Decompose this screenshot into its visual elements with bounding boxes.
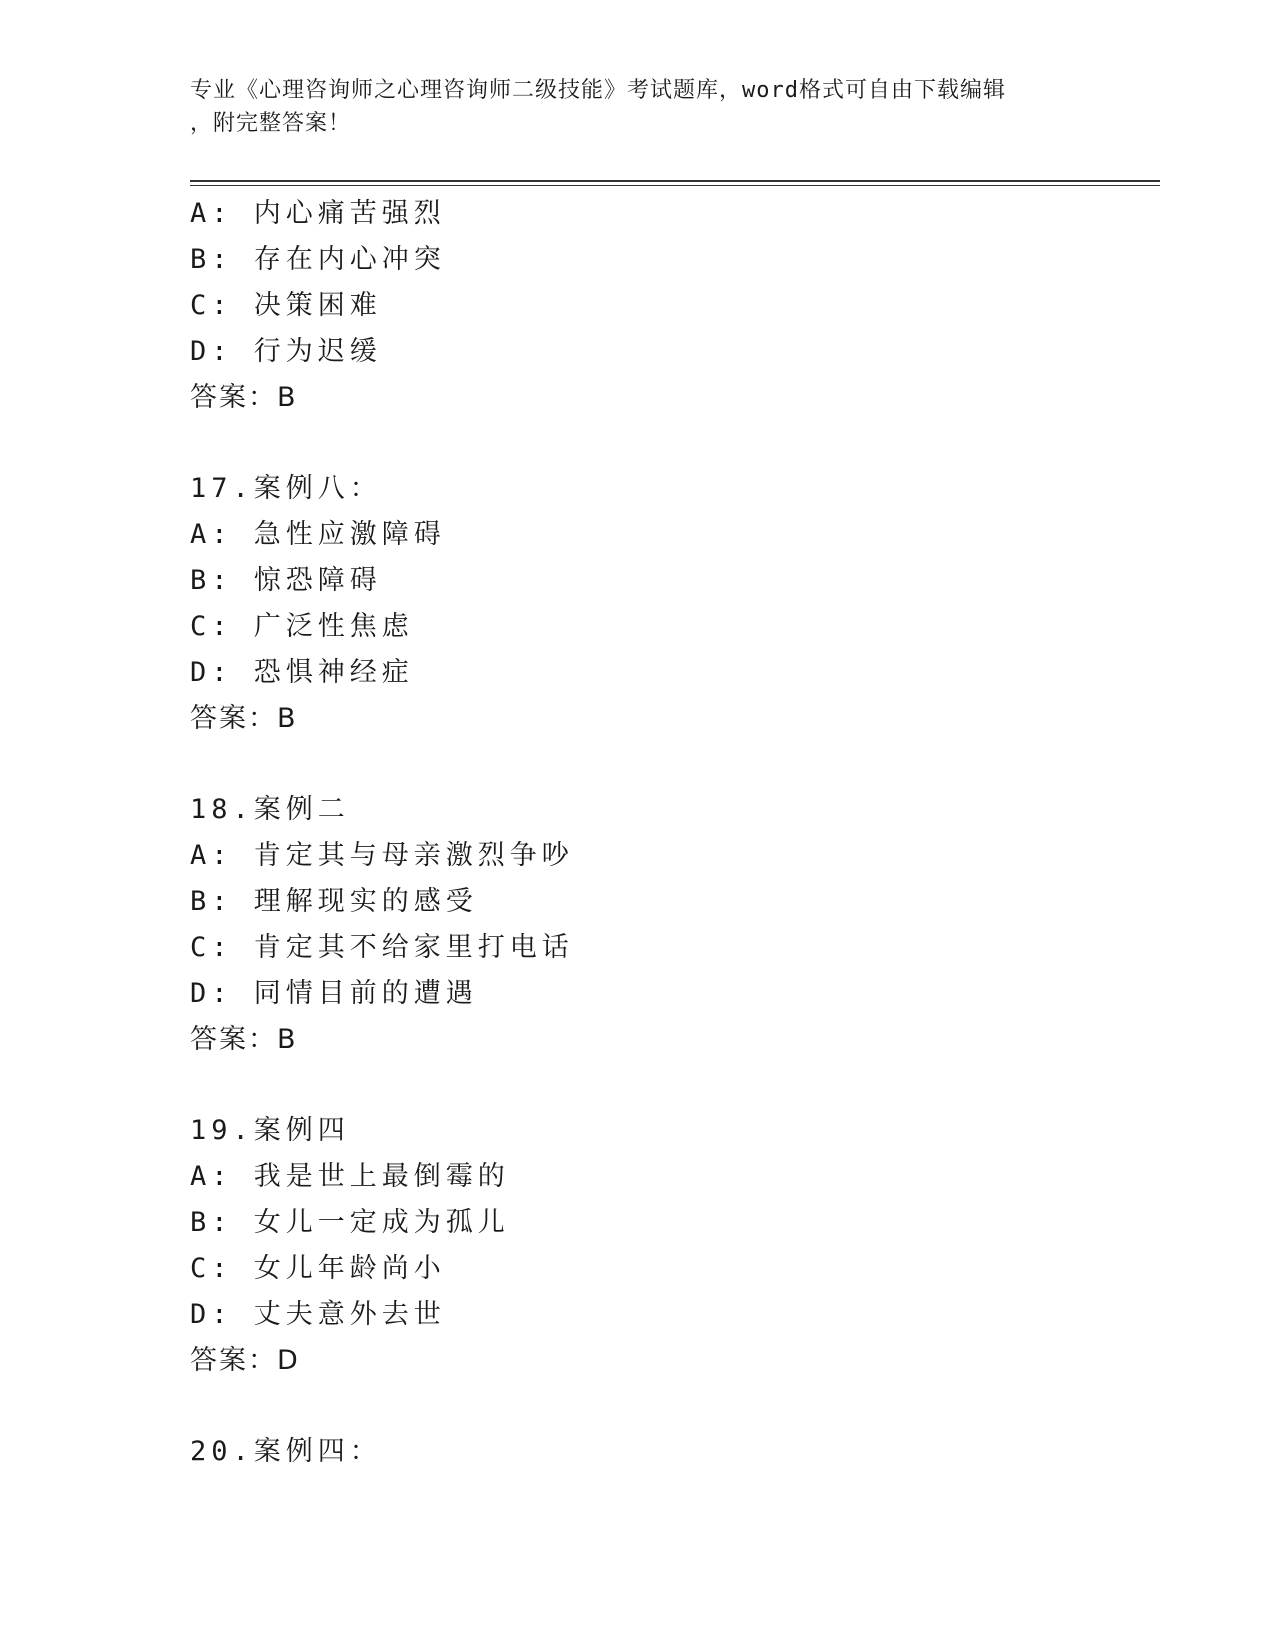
answer-option: A: 我是世上最倒霉的 (190, 1161, 510, 1192)
answer-option: D: 丈夫意外去世 (190, 1299, 446, 1330)
question-title: 18.案例二 (190, 794, 350, 825)
answer-option: C: 决策困难 (190, 290, 382, 321)
answer-option: B: 存在内心冲突 (190, 244, 446, 275)
answer-option: C: 女儿年龄尚小 (190, 1253, 446, 1284)
answer-line: 答案：D (190, 1345, 300, 1376)
answer-option: B: 惊恐障碍 (190, 565, 382, 596)
answer-option: C: 肯定其不给家里打电话 (190, 932, 574, 963)
answer-option: B: 女儿一定成为孤儿 (190, 1207, 510, 1238)
answer-option: A: 肯定其与母亲激烈争吵 (190, 840, 574, 871)
answer-option: D: 同情目前的遭遇 (190, 978, 478, 1009)
question-title: 19.案例四 (190, 1115, 350, 1146)
spacer (190, 1063, 574, 1108)
header-divider-thin (190, 185, 1160, 186)
answer-option: B: 理解现实的感受 (190, 886, 478, 917)
answer-option: D: 恐惧神经症 (190, 657, 414, 688)
answer-option: C: 广泛性焦虑 (190, 611, 414, 642)
answer-line: 答案：B (190, 1024, 298, 1055)
spacer (190, 1384, 574, 1429)
answer-option: A: 急性应激障碍 (190, 519, 446, 550)
header-divider-thick (190, 180, 1160, 182)
header-line-2: ，附完整答案！ (190, 111, 352, 136)
question-title: 20.案例四： (190, 1436, 382, 1467)
header-line-1: 专业《心理咨询师之心理咨询师二级技能》考试题库，word格式可自由下载编辑 (190, 78, 1006, 103)
spacer (190, 421, 574, 466)
question-title: 17.案例八： (190, 473, 382, 504)
spacer (190, 742, 574, 787)
document-header (190, 74, 1090, 140)
answer-option: A: 内心痛苦强烈 (190, 198, 446, 229)
answer-option: D: 行为迟缓 (190, 336, 382, 367)
answer-line: 答案：B (190, 703, 298, 734)
answer-line: 答案：B (190, 382, 298, 413)
question-list (190, 191, 574, 1475)
